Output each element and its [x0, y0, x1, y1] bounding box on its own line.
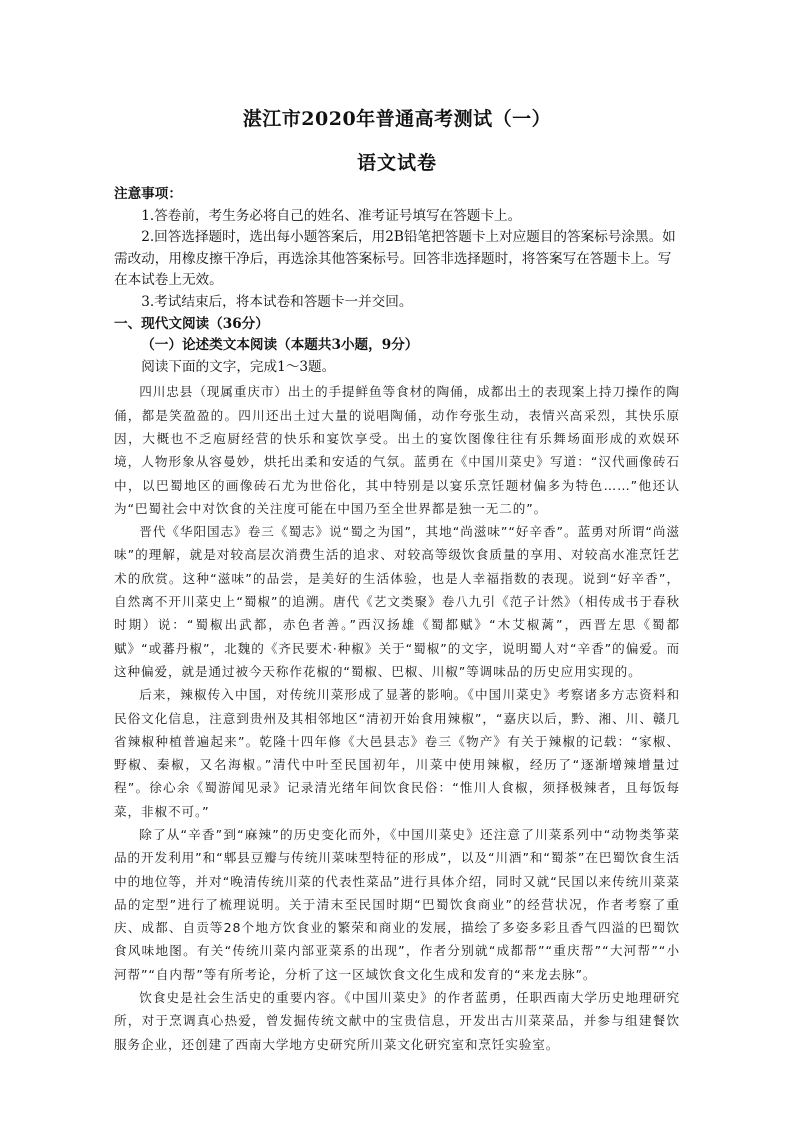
subsection-heading: （一）论述类文本阅读（本题共3小题，9分）	[141, 337, 419, 354]
passage-paragraph: 饮食史是社会生活史的重要内容。《中国川菜史》的作者蓝勇，任职西南大学历史地理研究所，对于烹调真心热爱，曾发掘传统文献中的宝贵信息，开发出古川菜菜品，并参与组建餐饮服务企业，还创建了西南大学地方史研究所川菜文化研究室和烹饪实验室。	[114, 990, 680, 1052]
exam-subtitle: 语文试卷	[356, 152, 437, 174]
passage-paragraph: 后来，辣椒传入中国，对传统川菜形成了显著的影响。《中国川菜史》考察诸多方志资料和民俗文化信息，注意到贵州及其相邻地区“清初开始食用辣椒”，“嘉庆以后，黔、湘、川、赣几省辣椒种植普遍起来”。乾隆十四年修《大邑县志》卷三《物产》有关于辣椒的记载：“家椒、野椒、秦椒，又名海椒。”清代中叶至民国初年，川菜中使用辣椒，经历了“逐渐增辣增量过程”。徐心余《蜀游闻见录》记录清光绪年间饮食民俗：“惟川人食椒，须择极辣者，且每饭每菜，非椒不可。”	[114, 687, 680, 819]
notice-item: 3.考试结束后，将本试卷和答题卡一并交回。	[141, 293, 413, 310]
passage-paragraph: 除了从“辛香”到“麻辣”的历史变化而外，《中国川菜史》还注意了川菜系列中“动物类筝菜品的开发利用”和“郫县豆瓣与传统川菜味型特征的形成”，以及“川酒”和“蜀茶”在巴蜀饮食生活中的地位等，并对“晚清传统川菜的代表性菜品”进行具体介绍，同时又就“民国以来传统川菜菜品的定型”进行了梳理说明。关于清末至民国时期“巴蜀饮食商业”的经营状况，作者考察了重庆、成都、自贡等28个地方饮食业的繁荣和商业的发展，描绘了多姿多彩且香气四溢的巴蜀饮食风味地图。有关“传统川菜内部亚菜系的出现”，作者分别就“成都帮”“重庆帮”“大河帮”“小河帮”“自内帮”等有所考论，分析了这一区域饮食文化生成和发育的“来龙去脉”。	[114, 826, 680, 982]
section-heading: 一、现代文阅读（36分）	[114, 315, 269, 332]
notice-item: 1.答卷前，考生务必将自己的姓名、准考证号填写在答题卡上。	[141, 207, 522, 224]
exam-title: 湛江市2020年普通高考测试（一）	[242, 108, 552, 130]
passage-paragraph: 晋代《华阳国志》卷三《蜀志》说“蜀之为国”，其地“尚滋味”“好辛香”。蓝勇对所谓“尚滋味”的理解，就是对较高层次消费生活的追求、对较高等级饮食质量的享用、对较高水准烹饪艺术的欣赏。这种“滋味”的品尝，是美好的生活体验，也是人幸福指数的表现。说到“好辛香”，自然离不开川菜史上“蜀椒”的追溯。唐代《艺文类聚》卷八九引《范子计然》（相传成书于春秋时期）说：“蜀椒出武都，赤色者善。”西汉扬雄《蜀都赋》“木艾椒蓠”，西晋左思《蜀都赋》“或蕃丹椒”，北魏的《齐民要术·种椒》关于“蜀椒”的文字，说明蜀人对“辛香”的偏爱。而这种偏爱，就是通过被今天称作花椒的“蜀椒、巴椒、川椒”等调味品的历史应用实现的。	[114, 524, 680, 679]
passage-paragraph: 四川忠县（现属重庆市）出土的手提鲜鱼等食材的陶俑，成都出土的表现案上持刀操作的陶俑，都是笑盈盈的。四川还出土过大量的说唱陶俑，动作夸张生动，表情兴高采烈，其快乐原因，大概也不乏庖厨经营的快乐和宴饮享受。出土的宴饮图像往往有乐舞场面形成的欢娱环境，人物形象从容曼妙，烘托出柔和安适的气氛。蓝勇在《中国川菜史》写道：“汉代画像砖石中，以巴蜀地区的画像砖石尤为世俗化，其中特别是以宴乐烹饪题材偏多为特色……”他还认为“巴蜀社会中对饮食的关注度可能在中国乃至全世界都是独一无二的”。	[114, 384, 680, 516]
notice-item: 2.回答选择题时，选出每小题答案后，用2B铅笔把答题卡上对应题目的答案标号涂黑。如需改动，用橡皮擦干净后，再选涂其他答案标号。回答非选择题时，将答案写在答题卡上。写在本试卷上无效。	[114, 229, 676, 289]
reading-prompt: 阅读下面的文字，完成1～3题。	[141, 358, 336, 375]
notice-heading: 注意事项：	[114, 186, 182, 202]
exam-content	[114, 184, 680, 1056]
